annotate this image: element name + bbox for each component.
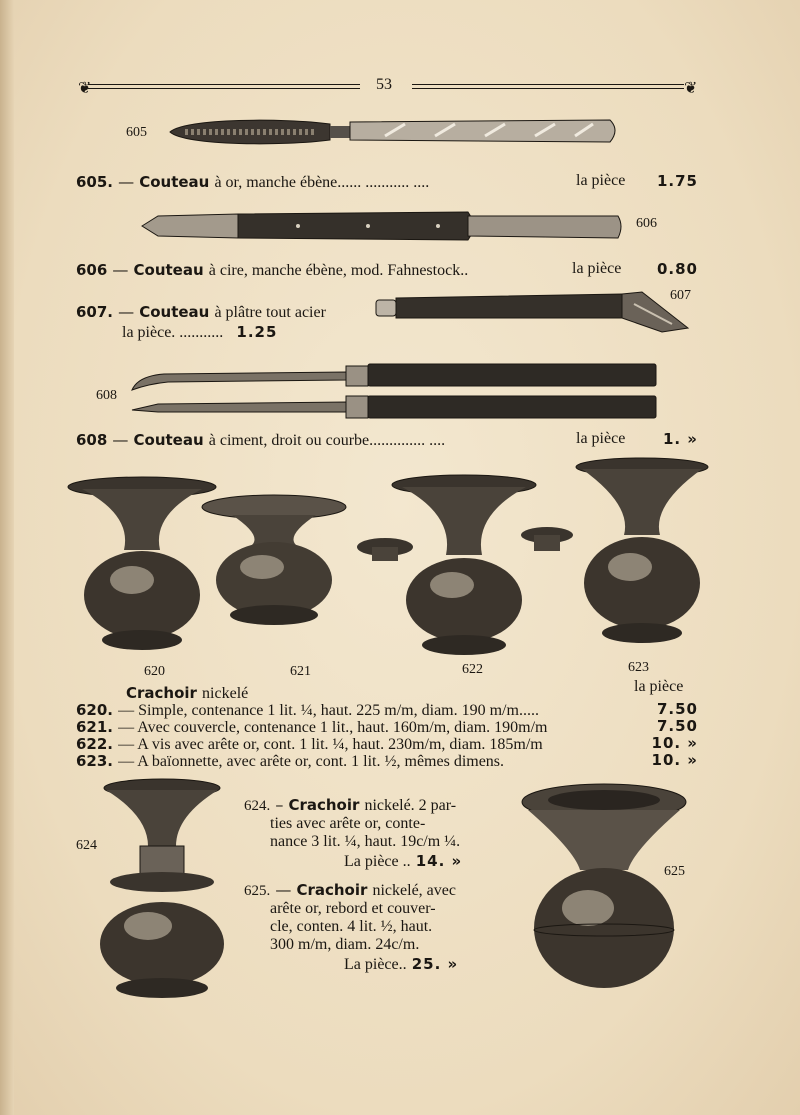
item-price: 7.50 <box>656 700 698 718</box>
header-rule-right <box>412 84 684 89</box>
item-number: 605. <box>76 173 114 191</box>
item-number: 624. <box>244 798 271 814</box>
item-number: 608 <box>76 431 108 449</box>
item-name: Couteau <box>133 431 204 449</box>
item-price: 10. » <box>651 751 698 769</box>
item-name: Couteau <box>133 261 204 279</box>
item-text: — A vis avec arête or, cont. 1 lit. ¼, haut. 230m/m, diam. 185m/m <box>118 736 543 753</box>
knife-605-illustration <box>165 112 625 152</box>
item-text: — A baïonnette, avec arête or, cont. 1 lit. ½, mêmes dimens. <box>118 753 505 770</box>
item-625 <box>244 880 504 974</box>
item-price: 10. » <box>651 734 698 752</box>
item-name: Crachoir <box>288 796 360 814</box>
item-price: 7.50 <box>656 717 698 735</box>
dash: — <box>118 172 135 191</box>
item-number: 625. <box>244 883 271 899</box>
item-desc: à ciment, droit ou courbe.............. .... <box>208 432 446 449</box>
spittoon-624-illustration <box>88 776 238 1006</box>
figure-label-622: 622 <box>462 662 483 677</box>
spittoon-unit: la pièce <box>634 678 684 695</box>
figure-label-607: 607 <box>670 288 691 303</box>
ornament-right-icon: ❦ <box>684 78 698 97</box>
item-desc: à cire, manche ébène, mod. Fahnestock.. <box>208 262 469 279</box>
page-binding <box>0 0 14 1115</box>
dash: – <box>275 795 284 814</box>
spittoon-623-drawing <box>576 458 708 643</box>
header-rule-left <box>88 84 360 89</box>
figure-label-621: 621 <box>290 664 311 679</box>
item-price: 1. » <box>662 430 698 448</box>
figure-label-623: 623 <box>628 660 649 675</box>
dash: — <box>275 880 292 899</box>
item-text: — Avec couvercle, contenance 1 lit., haut. 160m/m, diam. 190m/m <box>118 719 548 736</box>
item-desc-line4: 300 m/m, diam. 24c/m. <box>270 936 420 953</box>
dash: — <box>112 260 129 279</box>
item-price: 14. » <box>415 852 463 870</box>
item-name: Couteau <box>139 173 210 191</box>
spittoon-621-drawing <box>202 495 346 625</box>
spittoon-list <box>76 700 698 768</box>
item-desc-line1: nickelé, avec <box>372 882 456 899</box>
item-number: 607. <box>76 303 114 321</box>
spittoon-622-drawing <box>392 475 536 655</box>
figure-label-608: 608 <box>96 388 117 403</box>
spittoon-625-illustration <box>514 780 694 1000</box>
item-desc-line3: nance 3 lit. ¼, haut. 19c/m ¼. <box>270 833 461 850</box>
item-number: 606 <box>76 261 108 279</box>
item-606 <box>76 260 698 280</box>
spittoons-620-623-illustration <box>62 455 712 665</box>
item-unit: la pièce. ........... <box>122 324 224 341</box>
item-price: 25. » <box>411 955 459 973</box>
spittoon-620-drawing <box>68 477 216 650</box>
knife-608-illustration <box>128 360 660 422</box>
knife-606-illustration <box>138 208 628 244</box>
item-607 <box>76 302 326 322</box>
item-desc-line2: ties avec arête or, conte- <box>270 815 426 832</box>
dash: — <box>112 430 129 449</box>
ornament-left-icon: ❦ <box>78 78 92 97</box>
list-item <box>76 700 698 717</box>
item-624 <box>244 795 504 871</box>
item-608 <box>76 430 698 450</box>
figure-label-605: 605 <box>126 125 147 140</box>
page-number: 53 <box>376 76 392 93</box>
dash: — <box>118 302 135 321</box>
item-number: 623. <box>76 752 114 770</box>
item-desc: à plâtre tout acier <box>214 304 326 321</box>
item-name: Couteau <box>139 303 210 321</box>
item-unit: la pièce <box>576 172 626 189</box>
item-unit: La pièce.. <box>344 956 407 973</box>
item-name: Crachoir <box>126 684 197 702</box>
item-number: 621. <box>76 718 114 736</box>
item-name: Crachoir <box>296 881 368 899</box>
item-605 <box>76 172 698 192</box>
item-desc: à or, manche ébène...... ........... .... <box>214 174 430 191</box>
item-price: 0.80 <box>656 260 698 278</box>
item-desc-line3: cle, conten. 4 lit. ½, haut. <box>270 918 433 935</box>
item-number: 622. <box>76 735 114 753</box>
figure-label-624: 624 <box>76 838 97 853</box>
item-price: 1.75 <box>656 172 698 190</box>
figure-label-625: 625 <box>664 864 685 879</box>
knife-607-illustration <box>372 290 690 340</box>
item-unit: la pièce <box>576 430 626 447</box>
item-desc-line2: arête or, rebord et couver- <box>270 900 436 917</box>
list-item <box>76 734 698 751</box>
item-desc-line1: nickelé. 2 par- <box>364 797 457 814</box>
item-607-price-line <box>122 322 277 342</box>
figure-label-620: 620 <box>144 664 165 679</box>
item-desc: nickelé <box>202 685 249 702</box>
item-text: — Simple, contenance 1 lit. ¼, haut. 225 m/m, diam. 190 m/m..... <box>118 702 539 719</box>
item-unit: la pièce <box>572 260 622 277</box>
item-unit: La pièce .. <box>344 853 411 870</box>
figure-label-606: 606 <box>636 216 657 231</box>
item-number: 620. <box>76 701 114 719</box>
item-price: 1.25 <box>236 323 278 341</box>
list-item <box>76 751 698 768</box>
list-item <box>76 717 698 734</box>
